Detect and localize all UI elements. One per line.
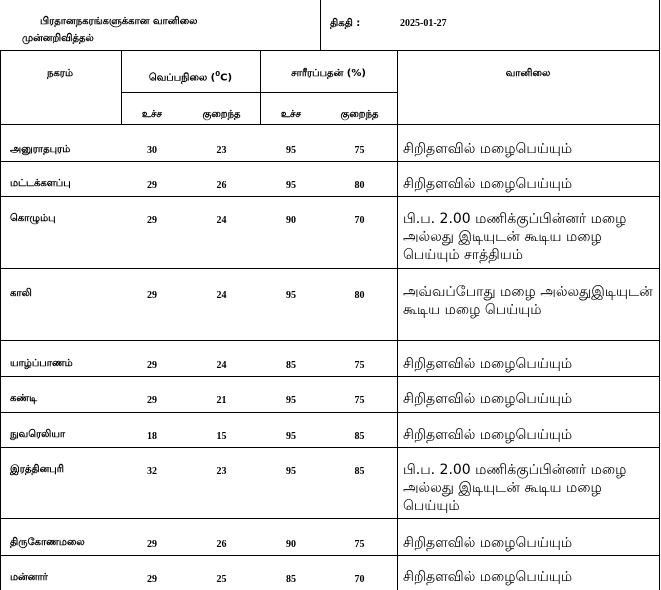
row-city: கண்டி [10,393,38,404]
title-line-2: முன்னறிவித்தல் [22,33,94,44]
table-top-border [0,50,659,51]
row-temp-high: 29 [147,574,157,585]
row-temp-high: 32 [147,466,157,477]
table-right-border [659,0,660,590]
row-temp-high: 29 [147,180,157,191]
row-hum-low: 85 [354,431,365,442]
row-temp-low: 23 [216,466,227,477]
row-hum-high: 85 [286,574,296,585]
row-temp-high: 29 [147,395,157,406]
row-temp-low: 15 [216,431,227,442]
row-divider [0,196,659,197]
row-temp-low: 24 [216,360,227,371]
row-hum-low: 75 [354,145,365,156]
row-temp-low: 26 [216,180,227,191]
row-hum-high: 95 [286,145,296,156]
row-city: மட்டக்களப்பு [10,178,71,189]
row-hum-low: 75 [354,360,365,371]
row-city: மன்னார் [10,572,48,583]
row-weather: பி.ப. 2.00 மணிக்குப்பின்னர் மழை அல்லது இடியுடன் கூடிய மழை பெய்யும் [403,462,627,514]
col-city-header: நகரம் [46,68,74,79]
header-bottom-border [0,124,659,125]
row-hum-low: 70 [354,574,365,585]
row-temp-low: 24 [216,290,227,301]
row-temp-high: 30 [147,145,157,156]
row-divider [0,161,659,162]
row-hum-high: 95 [286,431,296,442]
row-hum-low: 75 [354,539,365,550]
row-temp-low: 23 [216,145,227,156]
row-temp-high: 29 [147,360,157,371]
row-weather: அவ்வப்போது மழை அல்லதுஇடியுடன் கூடிய மழை பெய்யும் [403,284,653,318]
title-line-1: பிரதானநகரங்களுக்கான வானிலை [40,16,198,27]
subheader-divider [121,92,397,93]
date-label: திகதி : [330,18,361,29]
header-col-divider-2 [260,50,261,124]
row-hum-low: 80 [354,180,365,191]
row-temp-low: 21 [216,395,227,406]
sub-header-temp-low: குறைந்த [202,109,241,120]
row-temp-low: 24 [216,215,227,226]
sub-header-hum-high: உச்ச [280,109,302,120]
row-city: திருகோணமலை [10,537,85,548]
row-weather: சிறிதளவில் மழைபெய்யும் [403,176,573,192]
row-weather: சிறிதளவில் மழைபெய்யும் [403,141,573,157]
row-divider [0,412,659,413]
row-hum-high: 95 [286,180,296,191]
row-divider [0,340,659,341]
row-temp-high: 18 [147,431,157,442]
row-city: கொழும்பு [10,213,56,224]
row-divider [0,268,659,269]
row-hum-low: 70 [354,215,365,226]
row-hum-high: 90 [286,539,296,550]
row-divider [0,555,659,556]
row-hum-low: 85 [354,466,365,477]
row-temp-high: 29 [147,290,157,301]
col-weather-header: வானிலை [505,68,551,79]
sub-header-hum-low: குறைந்த [340,109,379,120]
date-value: 2025-01-27 [400,18,447,29]
row-divider [0,376,659,377]
row-hum-high: 95 [286,290,296,301]
row-city: காலி [10,288,32,299]
row-weather: சிறிதளவில் மழைபெய்யும் [403,535,573,551]
row-divider [0,518,659,519]
col-humidity-header: சாரீரப்பதன் (%) [291,68,366,79]
row-weather: சிறிதளவில் மழைபெய்யும் [403,569,573,585]
row-temp-low: 26 [216,539,227,550]
row-temp-high: 29 [147,539,157,550]
row-hum-high: 90 [286,215,296,226]
header-col-divider-1 [121,50,122,124]
row-weather: பி.ப. 2.00 மணிக்குப்பின்னர் மழை அல்லது இடியுடன் கூடிய மழை பெய்யும் சாத்தியம் [403,211,627,263]
row-hum-low: 75 [354,395,365,406]
row-hum-high: 85 [286,360,296,371]
row-divider [0,447,659,448]
row-hum-high: 95 [286,395,296,406]
weather-col-divider [397,50,398,590]
row-temp-high: 29 [147,215,157,226]
table-left-border [0,50,1,590]
row-city: நுவரெலியா [10,429,66,440]
col-temperature-header: வெப்பநிலை ($^0$C) [148,70,233,84]
row-city: இரத்தினபுரி [10,464,64,475]
row-weather: சிறிதளவில் மழைபெய்யும் [403,391,573,407]
row-temp-low: 25 [216,574,227,585]
sub-header-temp-high: உச்ச [141,109,163,120]
row-hum-low: 80 [354,290,365,301]
row-city: யாழ்ப்பாணம் [10,358,73,369]
header-divider [320,0,321,50]
row-city: அனுராதபுரம் [10,144,71,155]
row-weather: சிறிதளவில் மழைபெய்யும் [403,356,573,372]
row-weather: சிறிதளவில் மழைபெய்யும் [403,427,573,443]
row-hum-high: 95 [286,466,296,477]
